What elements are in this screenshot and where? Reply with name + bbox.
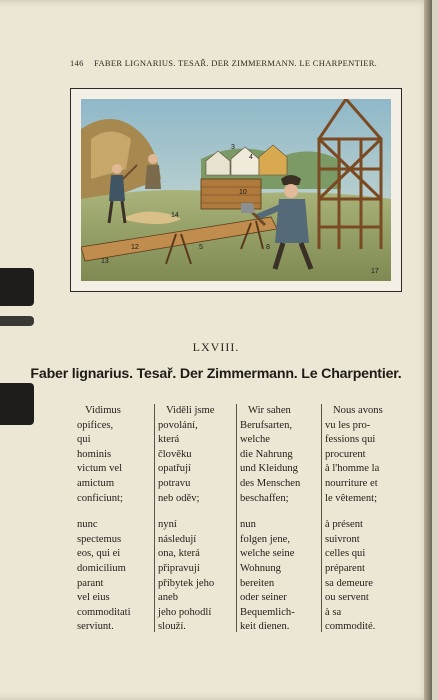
text-line: die Nahrung bbox=[240, 448, 293, 460]
text-line: folgen jene, bbox=[240, 533, 291, 545]
text-line: potravu bbox=[158, 477, 191, 489]
binder-clip bbox=[0, 316, 34, 326]
text-line: ona, která bbox=[158, 548, 200, 560]
binder-clip bbox=[0, 268, 34, 306]
text-line: eos, qui ei bbox=[77, 548, 121, 560]
text-line: aneb bbox=[158, 592, 178, 604]
text-line: připravují bbox=[158, 562, 200, 574]
text-line: nourriture et bbox=[325, 477, 378, 489]
text-line: à sa bbox=[325, 606, 342, 618]
text-line: amictum bbox=[77, 477, 115, 489]
text-line: procurent bbox=[325, 448, 366, 460]
text-line: Vidimus bbox=[85, 405, 121, 416]
illustration-image bbox=[81, 99, 391, 281]
text-line: le vêtement; bbox=[325, 492, 378, 504]
svg-text:17: 17 bbox=[371, 268, 379, 275]
svg-text:3: 3 bbox=[231, 144, 235, 151]
text-line: nunc bbox=[77, 519, 98, 531]
german-column bbox=[236, 404, 321, 632]
text-line: opifices, bbox=[77, 419, 114, 431]
page-number: 146 bbox=[70, 58, 84, 68]
text-line: člověku bbox=[158, 448, 192, 460]
text-line: Wohnung bbox=[240, 562, 281, 574]
text-line: hominis bbox=[77, 448, 112, 460]
text-line: domicilium bbox=[77, 562, 126, 574]
text-line: fessions qui bbox=[325, 434, 376, 446]
parallel-text bbox=[74, 404, 404, 632]
carpenter-illustration bbox=[70, 88, 402, 292]
text-line: Nous avons bbox=[333, 405, 383, 416]
text-line: victum vel bbox=[77, 463, 123, 475]
svg-text:5: 5 bbox=[199, 244, 203, 251]
running-header bbox=[70, 58, 400, 68]
french-column bbox=[321, 404, 404, 632]
text-line: à présent bbox=[325, 519, 363, 531]
text-line: beschaffen; bbox=[240, 492, 289, 504]
chapter-title: Faber lignarius. Tesař. Der Zimmermann. Le Charpentier. bbox=[30, 366, 402, 382]
text-line: suivront bbox=[325, 533, 360, 545]
text-line: und Kleidung bbox=[240, 463, 298, 475]
text-line: ou servent bbox=[325, 592, 369, 604]
text-line: à l'homme la bbox=[325, 463, 380, 475]
svg-text:13: 13 bbox=[101, 258, 109, 265]
text-line: oder seiner bbox=[240, 592, 287, 604]
text-line: následují bbox=[158, 533, 197, 545]
svg-text:10: 10 bbox=[239, 189, 247, 196]
text-line: Bequemlich- bbox=[240, 606, 295, 618]
text-line: commodité. bbox=[325, 621, 376, 633]
text-line: spectemus bbox=[77, 533, 122, 545]
text-line: Berufsarten, bbox=[240, 419, 293, 431]
text-line: serviunt. bbox=[77, 621, 114, 633]
czech-column bbox=[154, 404, 236, 632]
text-line: sa demeure bbox=[325, 577, 373, 589]
text-line: conficiunt; bbox=[77, 492, 123, 504]
running-title: FABER LIGNARIUS. TESAŘ. DER ZIMMERMANN. LE CHARPENTIER. bbox=[94, 58, 378, 68]
text-line: slouží. bbox=[158, 621, 186, 633]
text-line: préparent bbox=[325, 562, 365, 574]
chapter-numeral: LXVIII. bbox=[192, 340, 240, 354]
text-line: welche bbox=[240, 434, 270, 446]
text-line: des Menschen bbox=[240, 477, 301, 489]
latin-column bbox=[74, 404, 154, 632]
text-line: příbytek jeho bbox=[158, 577, 215, 589]
text-line: welche seine bbox=[240, 548, 295, 560]
text-line: Wir sahen bbox=[248, 405, 291, 416]
text-line: neb oděv; bbox=[158, 492, 200, 504]
svg-text:14: 14 bbox=[171, 212, 179, 219]
text-line: Viděli jsme bbox=[166, 405, 215, 416]
text-line: qui bbox=[77, 434, 91, 446]
text-line: commoditati bbox=[77, 606, 131, 618]
binder-clip bbox=[0, 383, 34, 425]
text-line: nun bbox=[240, 519, 256, 531]
text-line: celles qui bbox=[325, 548, 366, 560]
text-line: nyní bbox=[158, 519, 177, 531]
text-line: bereiten bbox=[240, 577, 275, 589]
svg-text:12: 12 bbox=[131, 244, 139, 251]
svg-text:4: 4 bbox=[249, 154, 253, 161]
text-line: povolání, bbox=[158, 419, 198, 431]
text-line: parant bbox=[77, 577, 104, 589]
text-line: opatřují bbox=[158, 463, 191, 475]
text-line: která bbox=[158, 434, 180, 446]
text-line: vu les pro- bbox=[325, 419, 371, 431]
text-line: vel eius bbox=[77, 592, 110, 604]
svg-text:8: 8 bbox=[266, 244, 270, 251]
text-line: keit dienen. bbox=[240, 621, 290, 633]
text-line: jeho pohodlí bbox=[158, 606, 212, 618]
